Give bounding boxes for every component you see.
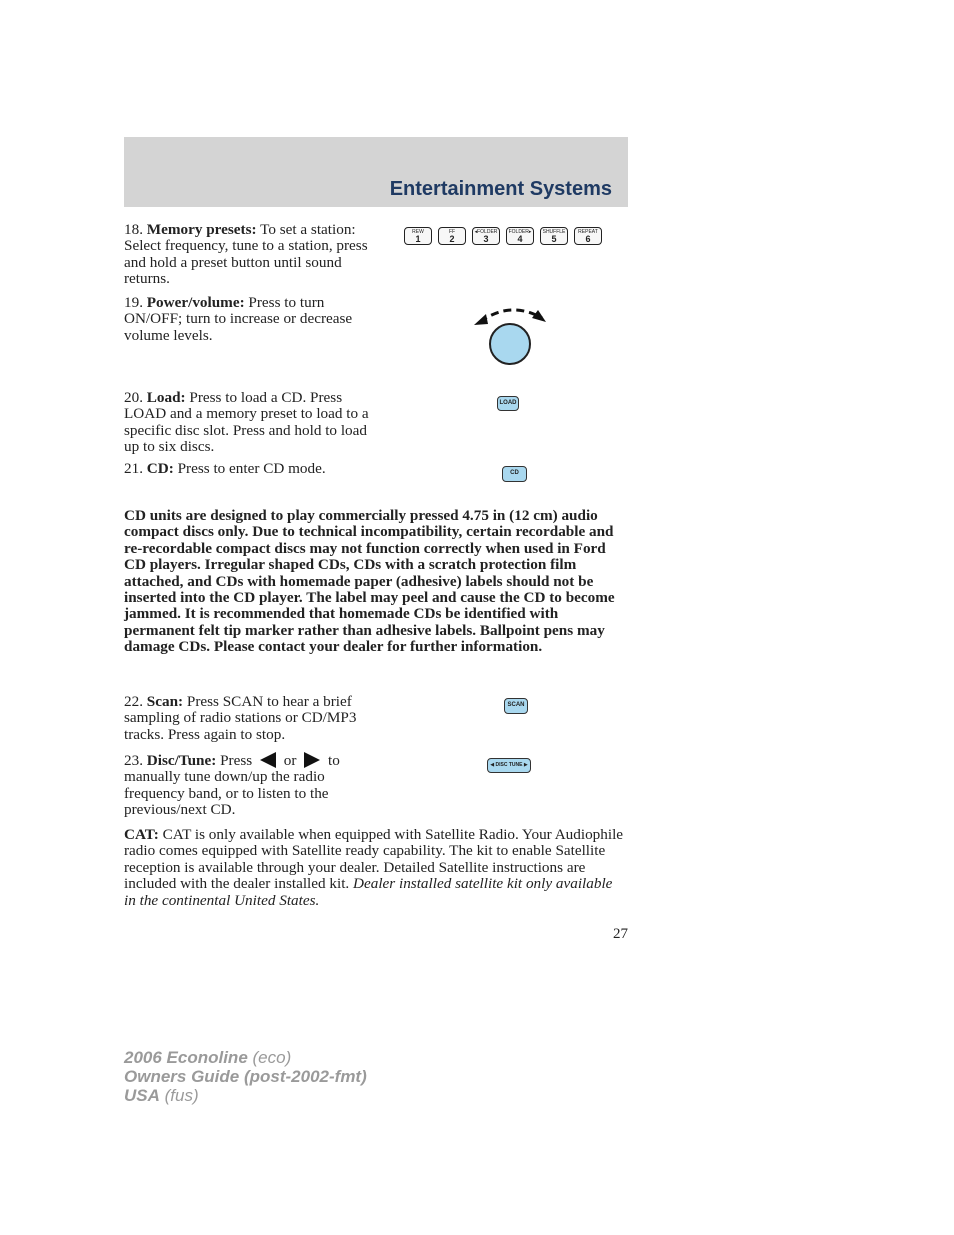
preset-number: 2 [449, 234, 455, 244]
item-label: Load: [146, 389, 186, 406]
volume-knob-icon [470, 300, 554, 372]
disc-tune-button-icon: ◀ DISC TUNE ▶ [487, 758, 531, 773]
section-title: Entertainment Systems [389, 178, 612, 200]
item-label: Disc/Tune: [146, 752, 217, 769]
cd-button-icon: CD [502, 466, 527, 482]
preset-number: 5 [551, 234, 557, 244]
cat-italic-note: Dealer installed satellite kit only available in the continental United States. [124, 875, 613, 909]
item-text: Press to load a CD. Press LOAD and a memory preset to load to a specific disc slot. Press and hold to load up to six discs. [124, 389, 369, 456]
preset-button-1 [404, 227, 432, 245]
item-cd [124, 461, 374, 477]
item-text: Press to turn ON/OFF; turn to increase or decrease volume levels. [124, 294, 353, 344]
item-number: 18. [124, 221, 143, 238]
footer-line-2: Owners Guide (post-2002-fmt) [124, 1067, 367, 1086]
cat-label: CAT: [124, 826, 159, 843]
page-number: 27 [613, 926, 628, 942]
item-number: 21. [124, 460, 143, 477]
preset-top-label: SHUFFLE [542, 229, 566, 235]
item-power-volume [124, 295, 369, 344]
preset-buttons [404, 227, 602, 245]
scan-button-icon: SCAN [504, 698, 528, 714]
preset-button-3 [472, 227, 500, 245]
preset-button-5 [540, 227, 568, 245]
item-text: to [328, 752, 340, 769]
preset-top-label: REW [412, 229, 424, 235]
item-scan [124, 694, 374, 743]
item-load [124, 390, 374, 456]
footer-model-code: (eco) [247, 1048, 292, 1067]
cd-warning: CD units are designed to play commercially pressed 4.75 in (12 cm) audio compact discs only. Due to technical incompatibility, certain recordable and re-recordable compact discs may not function correctly when used in Ford CD players. Irregular shaped CDs, CDs with a scratch protection film attached, and CDs with homemade paper (adhesive) labels should not be inserted into the CD player. The label may peel and cause the CD to become jammed. It is recommended that homemade CDs be identified with permanent felt tip marker rather than adhesive labels. Ballpoint pens may damage CDs. Please contact your dealer for further information. [124, 507, 615, 656]
item-number: 19. [124, 294, 143, 311]
footer [124, 1048, 367, 1105]
item-label: Scan: [146, 693, 184, 710]
preset-top-label: ◂FOLDER [474, 229, 498, 235]
footer-model: 2006 Econoline [124, 1048, 248, 1067]
preset-number: 3 [483, 234, 489, 244]
preset-number: 4 [517, 234, 523, 244]
preset-top-label: REPEAT [578, 229, 598, 235]
item-text: To set a station: Select frequency, tune to a station, press and hold a preset button until sound returns. [124, 221, 368, 288]
cat-paragraph [124, 827, 628, 909]
footer-line-3 [124, 1086, 367, 1105]
preset-button-2 [438, 227, 466, 245]
preset-top-label: FF [448, 229, 456, 235]
preset-button-4 [506, 227, 534, 245]
header-bar [124, 137, 628, 207]
preset-number: 6 [585, 234, 591, 244]
load-button-icon: LOAD [497, 396, 519, 411]
disc-tune-label: DISC TUNE [495, 762, 523, 768]
item-text: Press [216, 752, 253, 769]
item-memory-presets [124, 222, 369, 288]
item-label: Power/volume: [146, 294, 245, 311]
item-text: manually tune down/up the radio frequency band, or to listen to the previous/next CD. [124, 768, 329, 819]
cat-text: CAT is only available when equipped with Satellite Radio. Your Audiophile radio comes equipped with Satellite ready capability. The kit to enable Satellite reception is available through your dealer. Detailed Satellite instructions are included with the dealer installed kit. [124, 826, 624, 893]
seek-right-icon [304, 752, 320, 768]
footer-market: USA [124, 1086, 160, 1105]
item-label: Memory presets: [146, 221, 257, 238]
item-number: 20. [124, 389, 143, 406]
item-text: or [283, 752, 297, 769]
item-text: Press to enter CD mode. [173, 460, 326, 477]
preset-button-6 [574, 227, 602, 245]
seek-left-icon [260, 752, 276, 768]
item-label: CD: [146, 460, 174, 477]
item-number: 22. [124, 693, 143, 710]
footer-market-code: (fus) [159, 1086, 199, 1105]
item-number: 23. [124, 752, 143, 769]
item-text: Press SCAN to hear a brief sampling of radio stations or CD/MP3 tracks. Press again to stop. [124, 693, 357, 743]
preset-top-label: FOLDER▸ [508, 229, 532, 235]
item-disc-tune [124, 752, 374, 819]
footer-line-1 [124, 1048, 367, 1067]
preset-number: 1 [415, 234, 421, 244]
